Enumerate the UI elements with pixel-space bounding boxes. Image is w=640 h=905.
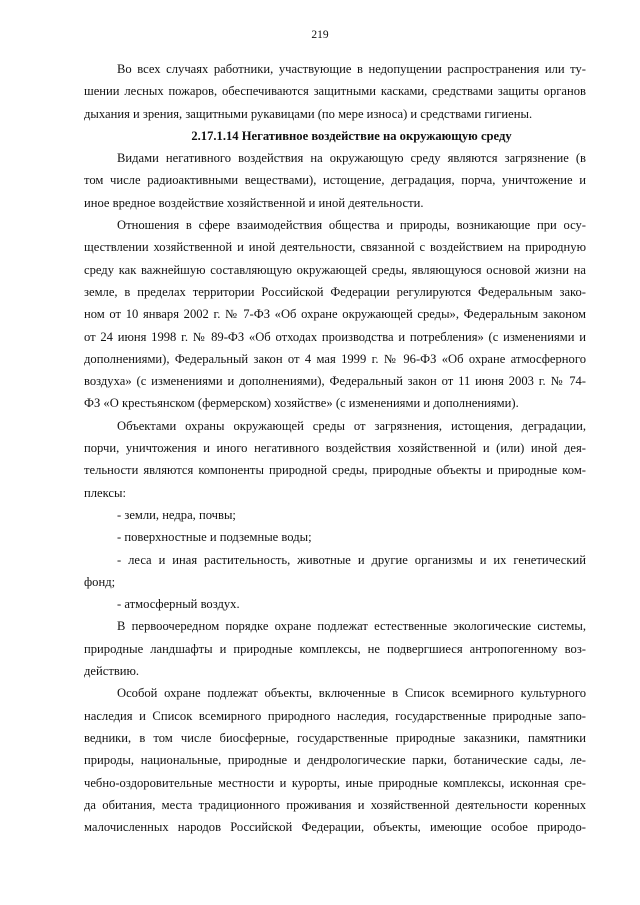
text-line: ществлении хозяйственной и иной деятельности, связанной с воздействием на природную [84,240,586,255]
text-line: да обитания, места традиционного проживания и хозяйственной деятельности коренных [84,797,586,812]
text-line: В первоочередном порядке охране подлежат естественные экологические системы, [117,619,586,634]
text-line: - атмосферный воздух. [117,597,240,612]
text-line: тельности являются компоненты природной среды, природные объекты и природные ком- [84,463,586,478]
text-line: природы, национальные, природные и дендрологические парки, ботанические сады, ле- [84,753,586,768]
text-line: дыхания и зрения, защитными рукавицами (по мере износа) и средствами гигиены. [84,106,533,121]
text-line: Во всех случаях работники, участвующие в недопущении распространения или ту- [117,62,586,76]
text-line: малочисленных народов Российской Федерации, объекты, имеющие особое природо- [84,820,586,835]
text-line: шении лесных пожаров, обеспечиваются защитными касками, средствами защиты органов [84,84,586,99]
text-line: Видами негативного воздействия на окружающую среду являются загрязнение (в [117,151,586,166]
text-line: действию. [84,664,140,679]
text-line: земле, в пределах территории Российской Федерации регулируются Федеральным зако- [84,284,586,299]
page-number: 219 [311,29,329,41]
text-line: природные ландшафты и природные комплексы, не подвергшиеся антропогенному воз- [84,641,586,656]
text-line: - леса и иная растительность, животные и другие организмы и их генетический [117,552,586,567]
text-line: чебно-оздоровительные местности и курорты, иные природные комплексы, исконная сре- [84,775,586,790]
text-line: среду как важнейшую составляющую окружающей среды, являющуюся основой жизни на [84,262,586,277]
text-line: - земли, недра, почвы; [117,507,236,522]
body-text [84,58,586,838]
text-line: воздуха» (с изменениями и дополнениями), Федеральный закон от 11 июня 2003 г. № 74- [84,374,586,389]
text-line: фонд; [84,574,116,589]
text-line: дополнениями), Федеральный закон от 4 мая 1999 г. № 96-ФЗ «Об охране атмосферного [84,351,586,366]
text-line: - поверхностные и подземные воды; [117,530,312,545]
section-heading: 2.17.1.14 Негативное воздействие на окружающую среду [191,128,512,143]
text-line: порчи, уничтожения и иного негативного воздействия хозяйственной и (или) иной дея- [84,441,586,456]
text-line: ведники, в том числе биосферные, государственные природные заказники, памятники [84,730,586,745]
text-line: ном от 10 января 2002 г. № 7-ФЗ «Об охране окружающей среды», Федеральным законом [84,307,586,322]
text-line: от 24 июня 1998 г. № 89-ФЗ «Об отходах производства и потребления» (с изменениями и [84,329,586,344]
text-line: Объектами охраны окружающей среды от загрязнения, истощения, деградации, [117,418,586,433]
text-line: иное вредное воздействие хозяйственной и иной деятельности. [84,195,424,210]
text-line: Отношения в сфере взаимодействия общества и природы, возникающие при осу- [117,218,586,233]
text-line: наследия и Список всемирного природного наследия, государственные природные запо- [84,708,586,723]
text-line: Особой охране подлежат объекты, включенные в Список всемирного культурного [117,686,586,701]
text-line: ФЗ «О крестьянском (фермерском) хозяйстве» (с изменениями и дополнениями). [84,396,519,411]
text-line: том числе радиоактивными веществами), истощение, деградация, порча, уничтожение и [84,173,586,188]
text-line: плексы: [84,485,126,500]
